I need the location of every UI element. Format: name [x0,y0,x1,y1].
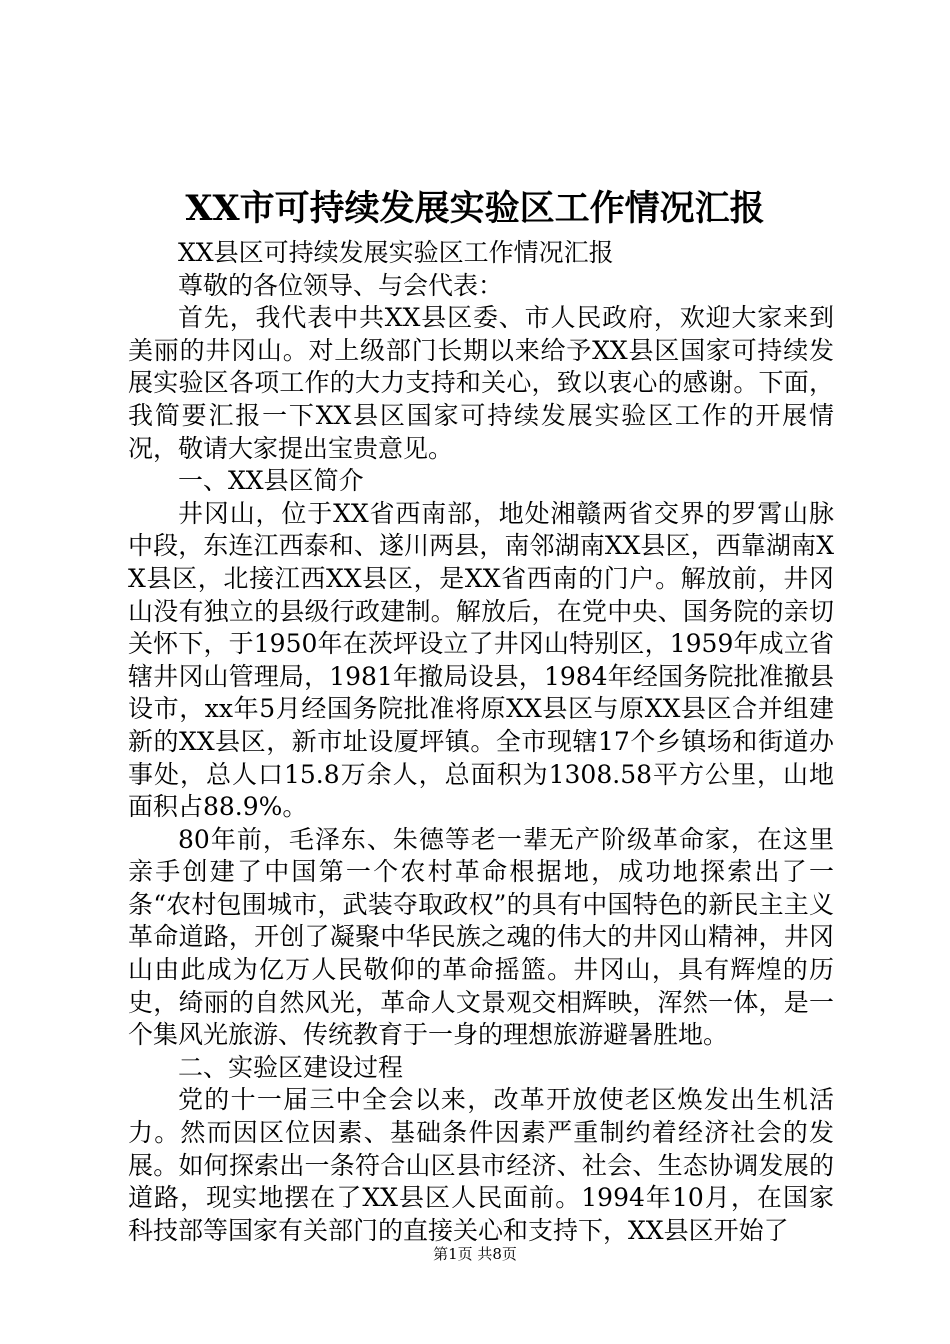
document-body [128,237,834,1247]
paragraph-subtitle: XX县区可持续发展实验区工作情况汇报 [178,238,614,267]
paragraph-overview: 井冈山，位于XX省西南部，地处湘赣两省交界的罗霄山脉中段，东连江西泰和、遂川两县，南邻湖南XX县区，西靠湖南XX县区，北接江西XX县区，是XX省西南的门户。解放前，井冈山没有独立的县级行政建制。解放后，在党中央、国务院的亲切关怀下，于1950年在茨坪设立了井冈山特别区，1959年成立省辖井冈山管理局，1981年撤局设县，1984年经国务院批准撤县设市，xx年5月经国务院批准将原XX县区与原XX县区合并组建新的XX县区，新市址设厦坪镇。全市现辖17个乡镇场和街道办事处，总人口15.8万余人，总面积为1308.58平方公里，山地面积占88.9%。 [128,498,834,822]
section-heading-2: 二、实验区建设过程 [178,1052,404,1082]
section-heading-1: 一、XX县区简介 [178,466,364,496]
paragraph-salutation: 尊敬的各位领导、与会代表： [178,270,504,300]
page-footer: 第1页 共8页 [433,1245,517,1263]
document-title: XX市可持续发展实验区工作情况汇报 [185,188,765,229]
paragraph-process: 党的十一届三中全会以来，改革开放使老区焕发出生机活力。然而因区位因素、基础条件因素严重制约着经济社会的发展。如何探索出一条符合山区县市经济、社会、生态协调发展的道路，现实地摆在了XX县区人民面前。1994年10月，在国家科技部等国家有关部门的直接关心和支持下，XX县区开始了 [128,1085,834,1245]
paragraph-history: 80年前，毛泽东、朱德等老一辈无产阶级革命家，在这里亲手创建了中国第一个农村革命根据地，成功地探索出了一条“农村包围城市，武装夺取政权”的具有中国特色的新民主主义革命道路，开创了凝聚中华民族之魂的伟大的井冈山精神，井冈山由此成为亿万人民敬仰的革命摇篮。井冈山，具有辉煌的历史，绮丽的自然风光，革命人文景观交相辉映，浑然一体，是一个集风光旅游、传统教育于一身的理想旅游避暑胜地。 [128,824,834,1050]
paragraph-intro: 首先，我代表中共XX县区委、市人民政府，欢迎大家来到美丽的井冈山。对上级部门长期以来给予XX县区国家可持续发展实验区各项工作的大力支持和关心，致以衷心的感谢。下面，我简要汇报一下XX县区国家可持续发展实验区工作的开展情况，敬请大家提出宝贵意见。 [128,303,834,463]
